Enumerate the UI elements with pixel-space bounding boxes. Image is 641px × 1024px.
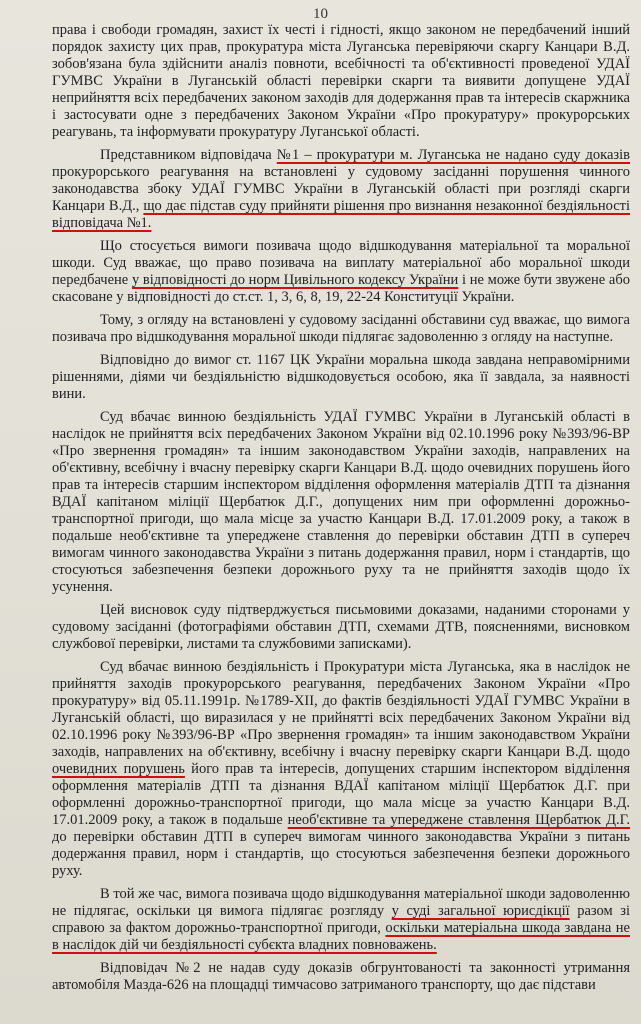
underlined-text: необ'єктивне та упереджене ставлення Щербатюк Д.Г.	[287, 812, 630, 828]
page-number: 10	[313, 6, 328, 22]
text-segment: Представником відповідача	[100, 147, 277, 163]
text-segment: і не може бути звужене або скасоване у відповідності до ст.ст. 1, 3, 6, 8, 19, 22-24 Конституції України.	[52, 272, 630, 305]
text-segment: разом зі справою за фактом дорожньо-транспортної пригоди,	[52, 903, 630, 936]
underlined-text: оскільки матеріальна шкода завдана не в наслідок дій чи бездіяльності субєкта владних повноважень.	[52, 920, 630, 953]
paragraph	[52, 312, 630, 346]
text-segment: його прав та інтересів, допущених старшим інспектором відділення оформлення матеріалів ДТП та дізнання ВДАЇ капітаном міліції Щербатюк Д.Г. при оформленні дорожньо-транспортної пригоди, що мала місце за участю Канцари В.Д. 17.01.2009 року, а також в подальше	[52, 761, 630, 828]
text-segment: до перевірки обставин ДТП в супереч вимогам чинного законодавства України з питань додержання правил, норм і стандартів, що стосуються забезпечення безпеки дорожнього руху.	[52, 829, 630, 879]
paragraph	[52, 352, 630, 403]
paragraph	[52, 147, 630, 232]
document-body	[52, 22, 630, 1000]
text-segment: Відповідно до вимог ст. 1167 ЦК України моральна шкода завдана неправомірними рішеннями, діями чи бездіяльністю відшкодовується особою, яка її завдала, за наявності вини.	[52, 352, 630, 402]
text-segment: В той же час, вимога позивача щодо відшкодування матеріальної шкоди задоволенню не підлягає, оскільки ця вимога підлягає розгляду	[52, 886, 630, 919]
paragraph	[52, 659, 630, 880]
text-segment: Цей висновок суду підтверджується письмовими доказами, наданими сторонами у судовому засіданні (фотографіями обставин ДТП, схемами ДТВ, поясненнями, висновком службової перевірки, листами та службовими записками).	[52, 602, 630, 652]
text-segment: Суд вбачає винною бездіяльність і Прокуратури міста Луганська, яка в наслідок не прийняття заходів прокурорського реагування, передбачених Законом України «Про прокуратуру» від 05.11.1991р. №1789-ХІІ, до фактів бездіяльності УДАЇ ГУМВС України в Луганській області, що виразилася у не прийнятті всіх передбачених Законом України від 02.10.1996 року №393/96-ВР «Про звернення громадян» та іншим законодавством України заходів, направлених на об'єктивну, всебічну і вчасну перевірку скарги Канцари В.Д. щодо	[52, 659, 630, 760]
text-segment: Суд вбачає винною бездіяльність УДАЇ ГУМВС України в Луганській області в наслідок не прийняття всіх передбачених Законом України від 02.10.1996 року №393/96-ВР «Про звернення громадян» та іншим законодавством України заходів, направлених на об'єктивну, всебічну і вчасну перевірку скарги Канцари В.Д. щодо очевидних порушень його прав та інтересів старшим інспектором відділення оформлення матеріалів ДТП та дізнання ВДАЇ капітаном міліції Щербатюк Д.Г., допущених ним при оформленні дорожньо-транспортної пригоди, що мала місце за участю Канцари В.Д. 17.01.2009 року, а також в подальше необ'єктивне та упереджене ставлення до перевірки обставин ДТП в супереч вимогам чинного законодавства України з питань додержання правил, норм і стандартів, що стосуються забезпечення безпеки дорожнього руху та не прийняття заходів щодо їх усунення.	[52, 409, 630, 595]
underlined-text: очевидних порушень	[52, 761, 185, 777]
text-segment: Тому, з огляду на встановлені у судовому засіданні обставини суд вважає, що вимога позивача про відшкодування моральної шкоди підлягає задоволенню з огляду на наступне.	[52, 312, 630, 345]
paragraph	[52, 22, 630, 141]
text-segment: Відповідач №2 не надав суду доказів обгрунтованості та законності утримання автомобіля Мазда-626 на площадці тимчасово затриманого транспорту, що дає підстави	[52, 960, 630, 993]
text-segment: права і свободи громадян, захист їх честі і гідності, якщо законом не передбачений інший порядок захисту цих прав, прокуратура міста Луганська перевіряючи скаргу Канцари В.Д. зобов'язана була здійснити аналіз повноти, всебічності та об'єктивності проведеної УДАЇ ГУМВС України в Луганській області перевірки скарги та виявити допущене УДАЇ неприйняття всіх передбачених законом заходів для додержання прав та інтересів скаржника і застосувати одне з передбачених Законом України «Про прокуратуру» прокурорських реагувань, та інформувати прокуратуру Луганської області.	[52, 22, 630, 140]
paragraph	[52, 238, 630, 306]
underlined-text: №1 – прокуратури м. Луганська не надано суду доказів	[276, 147, 630, 163]
paragraph	[52, 886, 630, 954]
underlined-text: у суді загальної юрисдікції	[391, 903, 570, 919]
text-segment: прокурорського реагування на встановлені у судовому засіданні порушення чинного законодавства збоку УДАЇ ГУМВС України в Луганській області при розгляді скарги Канцари В.Д.,	[52, 164, 630, 214]
underlined-text: що дає підстав суду прийняти рішення про визнання незаконної бездіяльності відповідача №1.	[52, 198, 630, 231]
underlined-text: у відповідності до норм Цивільного кодексу України	[131, 272, 459, 288]
paragraph	[52, 960, 630, 994]
paragraph	[52, 602, 630, 653]
text-segment: Що стосується вимоги позивача щодо відшкодування матеріальної та моральної шкоди. Суд вважає, що право позивача на виплату матеріальної або моральної шкоди передбачене	[52, 238, 630, 288]
paragraph	[52, 409, 630, 596]
